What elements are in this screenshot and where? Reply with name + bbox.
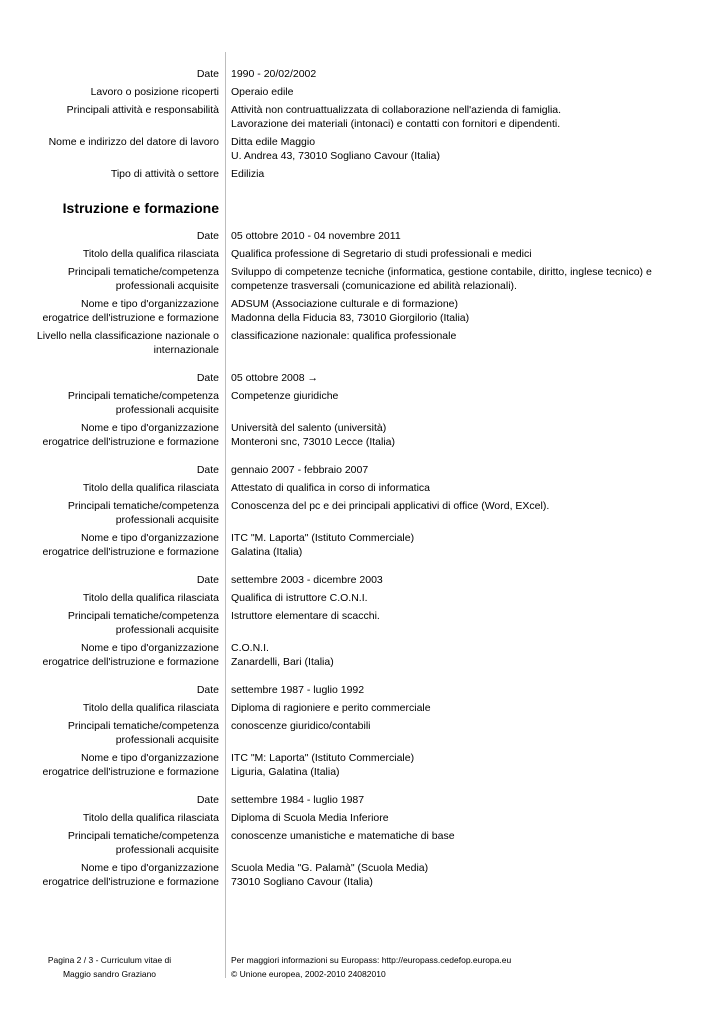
edu-org-name: ITC "M: Laporta" (Istituto Commerciale) — [231, 752, 415, 764]
work-employer-row — [0, 135, 728, 163]
edu-title-label: Titolo della qualifica rilasciata — [82, 248, 219, 260]
edu-date-label: Date — [196, 464, 219, 476]
edu-date-value: 05 ottobre 2008 → — [231, 372, 318, 384]
edu-org-address: Zanardelli, Bari (Italia) — [231, 656, 334, 668]
edu-date-value: settembre 2003 - dicembre 2003 — [231, 574, 383, 586]
edu-date-row — [0, 371, 728, 385]
edu-org-row — [0, 421, 728, 449]
edu-org-row — [0, 297, 728, 325]
edu-org-row — [0, 861, 728, 889]
edu-org-address: Madonna della Fiducia 83, 73010 Giorgilorio (Italia) — [231, 312, 470, 324]
edu-date-row — [0, 793, 728, 807]
edu-org-name: ITC "M. Laporta" (Istituto Commerciale) — [231, 532, 415, 544]
edu-org-address: Monteroni snc, 73010 Lecce (Italia) — [231, 436, 396, 448]
work-employer-address: U. Andrea 43, 73010 Sogliano Cavour (Italia) — [231, 150, 440, 162]
edu-skills-line-2: competenze trasversali (comunicazione ed abilità relazionali). — [231, 280, 517, 292]
edu-title-value: Qualifica professione di Segretario di studi professionali e medici — [231, 248, 532, 260]
work-position-label: Lavoro o posizione ricoperti — [90, 86, 219, 98]
edu-skills-label-2: professionali acquisite — [115, 404, 219, 416]
edu-skills-row — [0, 389, 728, 417]
page-footer — [0, 953, 728, 981]
edu-skills-line-1: Conoscenza del pc e dei principali applicativi di office (Word, EXcel). — [231, 500, 550, 512]
edu-date-label: Date — [196, 372, 219, 384]
work-activities-label: Principali attività e responsabilità — [66, 104, 219, 116]
footer-page-info-2: Maggio sandro Graziano — [62, 969, 157, 979]
work-activities-line-2: Lavorazione dei materiali (intonaci) e contatti con fornitori e dipendenti. — [231, 118, 561, 130]
work-sector-row — [0, 167, 728, 181]
footer-page-info-1: Pagina 2 / 3 - Curriculum vitae di — [47, 955, 172, 965]
edu-skills-label-2: professionali acquisite — [115, 514, 219, 526]
edu-org-label-2: erogatrice dell'istruzione e formazione — [42, 312, 219, 324]
edu-skills-row — [0, 719, 728, 747]
edu-level-value: classificazione nazionale: qualifica professionale — [231, 330, 457, 342]
work-sector-label: Tipo di attività o settore — [110, 168, 219, 180]
edu-title-label: Titolo della qualifica rilasciata — [82, 812, 219, 824]
edu-date-label: Date — [196, 684, 219, 696]
edu-title-row — [0, 701, 728, 715]
edu-title-row — [0, 591, 728, 605]
education-heading-row — [0, 199, 728, 217]
edu-date-label: Date — [196, 574, 219, 586]
edu-org-label-1: Nome e tipo d'organizzazione — [80, 422, 219, 434]
edu-org-label-2: erogatrice dell'istruzione e formazione — [42, 766, 219, 778]
edu-skills-row — [0, 609, 728, 637]
edu-skills-line-1: Competenze giuridiche — [231, 390, 339, 402]
edu-date-label: Date — [196, 230, 219, 242]
edu-org-name: Università del salento (università) — [231, 422, 387, 434]
edu-title-row — [0, 811, 728, 825]
edu-org-label-1: Nome e tipo d'organizzazione — [80, 298, 219, 310]
edu-skills-label-2: professionali acquisite — [115, 734, 219, 746]
edu-skills-label-2: professionali acquisite — [115, 624, 219, 636]
edu-org-row — [0, 641, 728, 669]
edu-org-row — [0, 531, 728, 559]
work-employer-name: Ditta edile Maggio — [231, 136, 316, 148]
edu-title-row — [0, 481, 728, 495]
work-activities-row — [0, 103, 728, 131]
work-position-value: Operaio edile — [231, 86, 294, 98]
edu-org-address: Galatina (Italia) — [231, 546, 303, 558]
edu-title-value: Qualifica di istruttore C.O.N.I. — [231, 592, 368, 604]
work-activities-line-1: Attività non contruattualizzata di collaborazione nell'azienda di famiglia. — [231, 104, 562, 116]
edu-org-name: ADSUM (Associazione culturale e di formazione) — [231, 298, 459, 310]
footer-copyright: © Unione europea, 2002-2010 24082010 — [231, 969, 386, 979]
cv-body — [0, 67, 728, 889]
edu-title-label: Titolo della qualifica rilasciata — [82, 702, 219, 714]
edu-skills-row — [0, 499, 728, 527]
edu-date-row — [0, 229, 728, 243]
edu-skills-line-1: conoscenze giuridico/contabili — [231, 720, 371, 732]
work-position-row — [0, 85, 728, 99]
work-date-label: Date — [196, 68, 219, 80]
edu-date-row — [0, 683, 728, 697]
edu-org-label-1: Nome e tipo d'organizzazione — [80, 862, 219, 874]
work-employer-label: Nome e indirizzo del datore di lavoro — [48, 136, 219, 148]
edu-org-label-1: Nome e tipo d'organizzazione — [80, 752, 219, 764]
edu-skills-label-1: Principali tematiche/competenza — [67, 390, 219, 402]
edu-title-label: Titolo della qualifica rilasciata — [82, 482, 219, 494]
edu-skills-label-1: Principali tematiche/competenza — [67, 610, 219, 622]
edu-date-row — [0, 573, 728, 587]
edu-skills-label-1: Principali tematiche/competenza — [67, 720, 219, 732]
edu-skills-label-1: Principali tematiche/competenza — [67, 500, 219, 512]
edu-skills-line-1: Sviluppo di competenze tecniche (informatica, gestione contabile, diritto, inglese tecnico) e — [231, 266, 652, 278]
edu-title-label: Titolo della qualifica rilasciata — [82, 592, 219, 604]
edu-org-label-2: erogatrice dell'istruzione e formazione — [42, 656, 219, 668]
edu-date-value: gennaio 2007 - febbraio 2007 — [231, 464, 369, 476]
edu-org-row — [0, 751, 728, 779]
education-heading: Istruzione e formazione — [62, 200, 219, 216]
edu-skills-row — [0, 265, 728, 293]
edu-org-name: Scuola Media "G. Palamà" (Scuola Media) — [231, 862, 429, 874]
work-date-row — [0, 67, 728, 81]
edu-title-row — [0, 247, 728, 261]
edu-org-name: C.O.N.I. — [231, 642, 269, 654]
edu-org-label-1: Nome e tipo d'organizzazione — [80, 642, 219, 654]
edu-level-label-2: internazionale — [153, 344, 219, 356]
edu-date-value: settembre 1984 - luglio 1987 — [231, 794, 365, 806]
edu-org-address: 73010 Sogliano Cavour (Italia) — [231, 876, 373, 888]
edu-org-label-1: Nome e tipo d'organizzazione — [80, 532, 219, 544]
edu-title-value: Attestato di qualifica in corso di informatica — [231, 482, 431, 494]
footer-info-link: Per maggiori informazioni su Europass: http://europass.cedefop.europa.eu — [231, 955, 512, 965]
edu-skills-row — [0, 829, 728, 857]
work-date-value: 1990 - 20/02/2002 — [231, 68, 317, 80]
edu-skills-label-2: professionali acquisite — [115, 844, 219, 856]
edu-skills-line-1: Istruttore elementare di scacchi. — [231, 610, 380, 622]
work-sector-value: Edilizia — [231, 168, 265, 180]
edu-date-value: 05 ottobre 2010 - 04 novembre 2011 — [231, 230, 401, 242]
edu-date-label: Date — [196, 794, 219, 806]
edu-skills-label-1: Principali tematiche/competenza — [67, 830, 219, 842]
edu-skills-label-1: Principali tematiche/competenza — [67, 266, 219, 278]
edu-org-address: Liguria, Galatina (Italia) — [231, 766, 340, 778]
edu-skills-line-1: conoscenze umanistiche e matematiche di base — [231, 830, 455, 842]
edu-org-label-2: erogatrice dell'istruzione e formazione — [42, 876, 219, 888]
edu-org-label-2: erogatrice dell'istruzione e formazione — [42, 436, 219, 448]
edu-date-row — [0, 463, 728, 477]
edu-title-value: Diploma di Scuola Media Inferiore — [231, 812, 389, 824]
edu-title-value: Diploma di ragioniere e perito commerciale — [231, 702, 431, 714]
edu-date-value: settembre 1987 - luglio 1992 — [231, 684, 365, 696]
edu-org-label-2: erogatrice dell'istruzione e formazione — [42, 546, 219, 558]
edu-level-label-1: Livello nella classificazione nazionale o — [36, 330, 219, 342]
edu-level-row — [0, 329, 728, 357]
edu-skills-label-2: professionali acquisite — [115, 280, 219, 292]
